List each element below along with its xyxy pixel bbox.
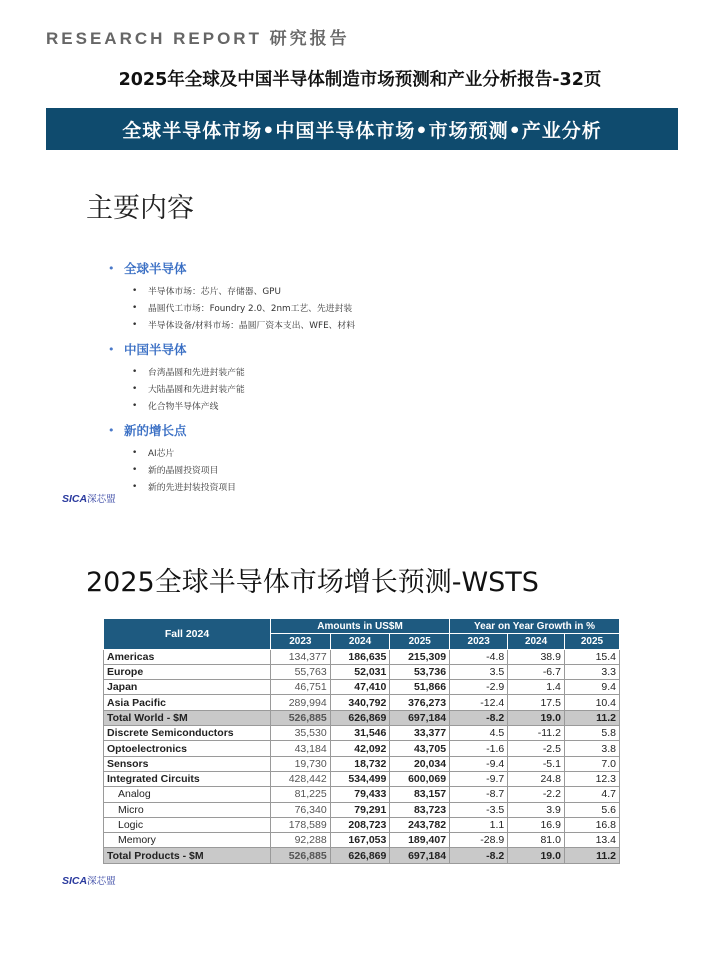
table-row — [104, 741, 620, 756]
table-cell: 11.2 — [564, 710, 619, 725]
toc-item-label: AI芯片 — [148, 449, 175, 459]
table-cell: -5.1 — [508, 756, 565, 771]
table-cell: 3.5 — [450, 664, 508, 679]
table-cell: 697,184 — [390, 848, 450, 863]
table-cell: -2.5 — [508, 741, 565, 756]
year-header: 2024 — [330, 634, 390, 649]
toc-title: 主要内容 — [86, 193, 194, 224]
table-cell: 53,736 — [390, 664, 450, 679]
table-cell: 600,069 — [390, 771, 450, 786]
table-cell: 1.1 — [450, 817, 508, 832]
year-header: 2025 — [564, 634, 619, 649]
year-header: 2025 — [390, 634, 450, 649]
toc-section — [108, 258, 628, 278]
bullet-icon: • — [132, 447, 138, 458]
bullet-icon: • — [132, 366, 138, 377]
table-cell: 5.6 — [564, 802, 619, 817]
table-cell: 17.5 — [508, 695, 565, 710]
row-label: Total World - $M — [104, 710, 271, 725]
bullet-icon: • — [132, 285, 138, 296]
bullet-icon: • — [132, 319, 138, 330]
table-cell: 47,410 — [330, 680, 390, 695]
table-cell: 31,546 — [330, 726, 390, 741]
table-cell: 215,309 — [390, 649, 450, 664]
row-label: Micro — [104, 802, 271, 817]
table-cell: 1.4 — [508, 680, 565, 695]
table-cell: 376,273 — [390, 695, 450, 710]
table-cell: 16.9 — [508, 817, 565, 832]
toc-item — [132, 397, 628, 414]
table-cell: 43,705 — [390, 741, 450, 756]
table-row — [104, 649, 620, 664]
table-cell: -8.2 — [450, 848, 508, 863]
row-label: Analog — [104, 787, 271, 802]
table-cell: 19.0 — [508, 848, 565, 863]
logo-text: SICA — [62, 875, 88, 887]
toc-item — [132, 282, 628, 299]
table-cell: -3.5 — [450, 802, 508, 817]
table-cell: 38.9 — [508, 649, 565, 664]
table-row — [104, 787, 620, 802]
bullet-icon: • — [108, 261, 115, 275]
toc-item-label: 化合物半导体产线 — [148, 402, 219, 412]
toc-item-label: 新的晶圆投资项目 — [148, 466, 219, 476]
wsts-forecast-table — [103, 618, 620, 864]
table-cell: 189,407 — [390, 833, 450, 848]
table-cell: 428,442 — [271, 771, 331, 786]
table-cell: 18,732 — [330, 756, 390, 771]
table-cell: -11.2 — [508, 726, 565, 741]
report-header-label: RESEARCH REPORT 研究报告 — [46, 29, 350, 48]
toc-item-label: 台湾晶圆和先进封装产能 — [148, 368, 245, 378]
logo-cn-text: 深芯盟 — [87, 494, 116, 505]
bullet-icon: • — [108, 342, 115, 356]
table-cell: 526,885 — [271, 848, 331, 863]
toc-item-label: 大陆晶圆和先进封装产能 — [148, 385, 245, 395]
toc-item-label: 晶圆代工市场：Foundry 2.0、2nm工艺、先进封装 — [148, 304, 353, 314]
table-cell: 134,377 — [271, 649, 331, 664]
table-cell: 46,751 — [271, 680, 331, 695]
table-cell: 167,053 — [330, 833, 390, 848]
table-cell: 42,092 — [330, 741, 390, 756]
table-cell: 55,763 — [271, 664, 331, 679]
table-cell: 43,184 — [271, 741, 331, 756]
table-cell: 534,499 — [330, 771, 390, 786]
table-row — [104, 833, 620, 848]
toc-item — [132, 299, 628, 316]
table-cell: 79,433 — [330, 787, 390, 802]
row-label: Logic — [104, 817, 271, 832]
table-cell: 4.7 — [564, 787, 619, 802]
table-cell: 626,869 — [330, 710, 390, 725]
toc-item — [132, 316, 628, 333]
table-cell: 3.8 — [564, 741, 619, 756]
table-cell: -6.7 — [508, 664, 565, 679]
amounts-group-header: Amounts in US$M — [271, 619, 450, 634]
table-cell: 208,723 — [330, 817, 390, 832]
logo-text: SICA — [62, 493, 88, 505]
bullet-icon: • — [132, 383, 138, 394]
toc-item — [132, 444, 628, 461]
toc-item — [132, 380, 628, 397]
table-cell: 35,530 — [271, 726, 331, 741]
table-cell: 526,885 — [271, 710, 331, 725]
toc-section — [108, 339, 628, 359]
table-row — [104, 680, 620, 695]
table-cell: -12.4 — [450, 695, 508, 710]
table-cell: 92,288 — [271, 833, 331, 848]
table-row — [104, 695, 620, 710]
topic-banner: 全球半导体市场•中国半导体市场•市场预测•产业分析 — [46, 108, 678, 150]
table-cell: -8.7 — [450, 787, 508, 802]
table-cell: -9.4 — [450, 756, 508, 771]
table-cell: -2.2 — [508, 787, 565, 802]
table-cell: 5.8 — [564, 726, 619, 741]
table-cell: -2.9 — [450, 680, 508, 695]
row-label: Sensors — [104, 756, 271, 771]
table-cell: -8.2 — [450, 710, 508, 725]
bullet-icon: • — [132, 464, 138, 475]
logo-cn-text: 深芯盟 — [87, 876, 116, 887]
row-label: Memory — [104, 833, 271, 848]
table-corner-header: Fall 2024 — [104, 619, 271, 650]
year-header: 2023 — [450, 634, 508, 649]
table-cell: 83,157 — [390, 787, 450, 802]
table-cell: 7.0 — [564, 756, 619, 771]
toc-item-label: 半导体设备/材料市场：晶圆厂资本支出、WFE、材料 — [148, 321, 356, 331]
table-cell: 15.4 — [564, 649, 619, 664]
table-cell: 9.4 — [564, 680, 619, 695]
sica-logo — [62, 491, 116, 505]
row-label: Asia Pacific — [104, 695, 271, 710]
table-cell: 186,635 — [330, 649, 390, 664]
row-label: Integrated Circuits — [104, 771, 271, 786]
bullet-icon: • — [132, 302, 138, 313]
table-cell: 81.0 — [508, 833, 565, 848]
bullet-icon: • — [132, 400, 138, 411]
toc-item-label: 新的先进封装投资项目 — [148, 483, 236, 493]
table-cell: 79,291 — [330, 802, 390, 817]
toc-section-label: 全球半导体 — [124, 261, 187, 276]
table-cell: 51,866 — [390, 680, 450, 695]
table-row — [104, 848, 620, 863]
row-label: Japan — [104, 680, 271, 695]
table-cell: -4.8 — [450, 649, 508, 664]
table-row — [104, 756, 620, 771]
table-cell: 11.2 — [564, 848, 619, 863]
table-cell: 243,782 — [390, 817, 450, 832]
table-cell: 626,869 — [330, 848, 390, 863]
toc-section — [108, 420, 628, 440]
toc-item-group — [108, 444, 628, 495]
table-cell: 16.8 — [564, 817, 619, 832]
row-label: Europe — [104, 664, 271, 679]
year-header: 2023 — [271, 634, 331, 649]
table-cell: 20,034 — [390, 756, 450, 771]
bullet-icon: • — [132, 481, 138, 492]
table-cell: 178,589 — [271, 817, 331, 832]
toc-item — [132, 478, 628, 495]
row-label: Americas — [104, 649, 271, 664]
row-label: Total Products - $M — [104, 848, 271, 863]
table-cell: -1.6 — [450, 741, 508, 756]
toc-list — [108, 258, 628, 501]
growth-group-header: Year on Year Growth in % — [450, 619, 620, 634]
toc-section-label: 新的增长点 — [124, 423, 187, 438]
table-row — [104, 664, 620, 679]
table-cell: 10.4 — [564, 695, 619, 710]
toc-item-label: 半导体市场：芯片、存储器、GPU — [148, 287, 281, 297]
table-cell: 13.4 — [564, 833, 619, 848]
table-row — [104, 726, 620, 741]
table-cell: 3.9 — [508, 802, 565, 817]
table-cell: 289,994 — [271, 695, 331, 710]
row-label: Discrete Semiconductors — [104, 726, 271, 741]
sica-logo-bottom — [62, 873, 116, 887]
table-row — [104, 771, 620, 786]
toc-section-label: 中国半导体 — [124, 342, 187, 357]
toc-item-group — [108, 363, 628, 414]
table-title: 2025全球半导体市场增长预测-WSTS — [86, 567, 539, 598]
toc-item — [132, 363, 628, 380]
table-cell: 83,723 — [390, 802, 450, 817]
table-cell: 12.3 — [564, 771, 619, 786]
table-cell: 24.8 — [508, 771, 565, 786]
table-cell: 81,225 — [271, 787, 331, 802]
document-title: 2025年全球及中国半导体制造市场预测和产业分析报告-32页 — [118, 70, 602, 90]
bullet-icon: • — [108, 423, 115, 437]
toc-item — [132, 461, 628, 478]
year-header: 2024 — [508, 634, 565, 649]
table-cell: 3.3 — [564, 664, 619, 679]
toc-item-group — [108, 282, 628, 333]
table-cell: 33,377 — [390, 726, 450, 741]
table-cell: 19,730 — [271, 756, 331, 771]
table-cell: 4.5 — [450, 726, 508, 741]
table-row — [104, 802, 620, 817]
table-cell: -28.9 — [450, 833, 508, 848]
table-row — [104, 710, 620, 725]
table-row — [104, 817, 620, 832]
table-cell: 52,031 — [330, 664, 390, 679]
row-label: Optoelectronics — [104, 741, 271, 756]
table-cell: 340,792 — [330, 695, 390, 710]
table-cell: 76,340 — [271, 802, 331, 817]
table-cell: 697,184 — [390, 710, 450, 725]
table-cell: -9.7 — [450, 771, 508, 786]
table-cell: 19.0 — [508, 710, 565, 725]
